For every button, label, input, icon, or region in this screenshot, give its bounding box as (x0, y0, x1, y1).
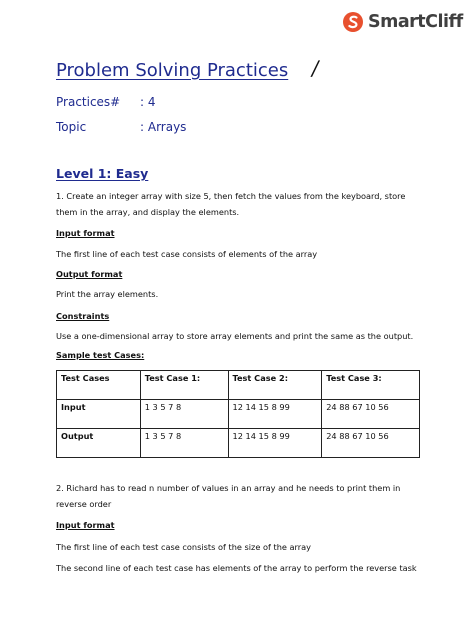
table-header-cell: Test Case 1: (140, 371, 228, 400)
table-header-cell: Test Case 3: (322, 371, 420, 400)
smartcliff-logo-icon (342, 10, 364, 34)
meta-practices-row (56, 95, 156, 109)
problem1-constraints-heading: Constraints (56, 311, 110, 321)
table-cell: 1 3 5 7 8 (140, 400, 228, 429)
table-row (57, 429, 420, 458)
meta-topic-row (56, 120, 186, 134)
brand-name: SmartCliff (368, 12, 463, 32)
meta-practices-key: Practices# (56, 95, 121, 109)
table-header-cell: Test Cases (57, 371, 141, 400)
page-title: Problem Solving Practices (56, 60, 289, 81)
problem2-input-line2: The second line of each test case has elements of the array to perform the reverse task (56, 563, 417, 573)
table-cell: 24 88 67 10 56 (322, 400, 420, 429)
meta-topic-key: Topic (56, 120, 87, 134)
table-cell: 1 3 5 7 8 (140, 429, 228, 458)
decorative-slash-mark: / (309, 56, 321, 80)
level-heading: Level 1: Easy (56, 166, 149, 181)
brand-logo (342, 10, 463, 34)
table-cell: 12 14 15 8 99 (228, 429, 322, 458)
problem2-input-line1: The first line of each test case consists of the size of the array (56, 542, 311, 552)
problem2-statement: 2. Richard has to read n number of values in an array and he needs to print them in reverse order (56, 483, 401, 509)
table-header-row (57, 371, 420, 400)
problem2-input-heading: Input format (56, 520, 115, 530)
meta-practices-value: : 4 (140, 95, 156, 109)
problem1-input-heading: Input format (56, 228, 115, 238)
table-cell: 12 14 15 8 99 (228, 400, 322, 429)
problem1-output-heading: Output format (56, 269, 123, 279)
table-cell: 24 88 67 10 56 (322, 429, 420, 458)
table-header-cell: Test Case 2: (228, 371, 322, 400)
problem1-statement: 1. Create an integer array with size 5, then fetch the values from the keyboard, store them in the array, and display the elements. (56, 191, 406, 217)
problem1-samples-heading: Sample test Cases: (56, 350, 145, 360)
problem1-constraints-text: Use a one-dimensional array to store array elements and print the same as the output. (56, 331, 414, 341)
table-row-label: Output (57, 429, 141, 458)
test-cases-table (56, 370, 420, 458)
problem1-input-text: The first line of each test case consists of elements of the array (56, 249, 318, 259)
problem1-output-text: Print the array elements. (56, 289, 159, 299)
table-row-label: Input (57, 400, 141, 429)
table-row (57, 400, 420, 429)
meta-topic-value: : Arrays (140, 120, 187, 134)
